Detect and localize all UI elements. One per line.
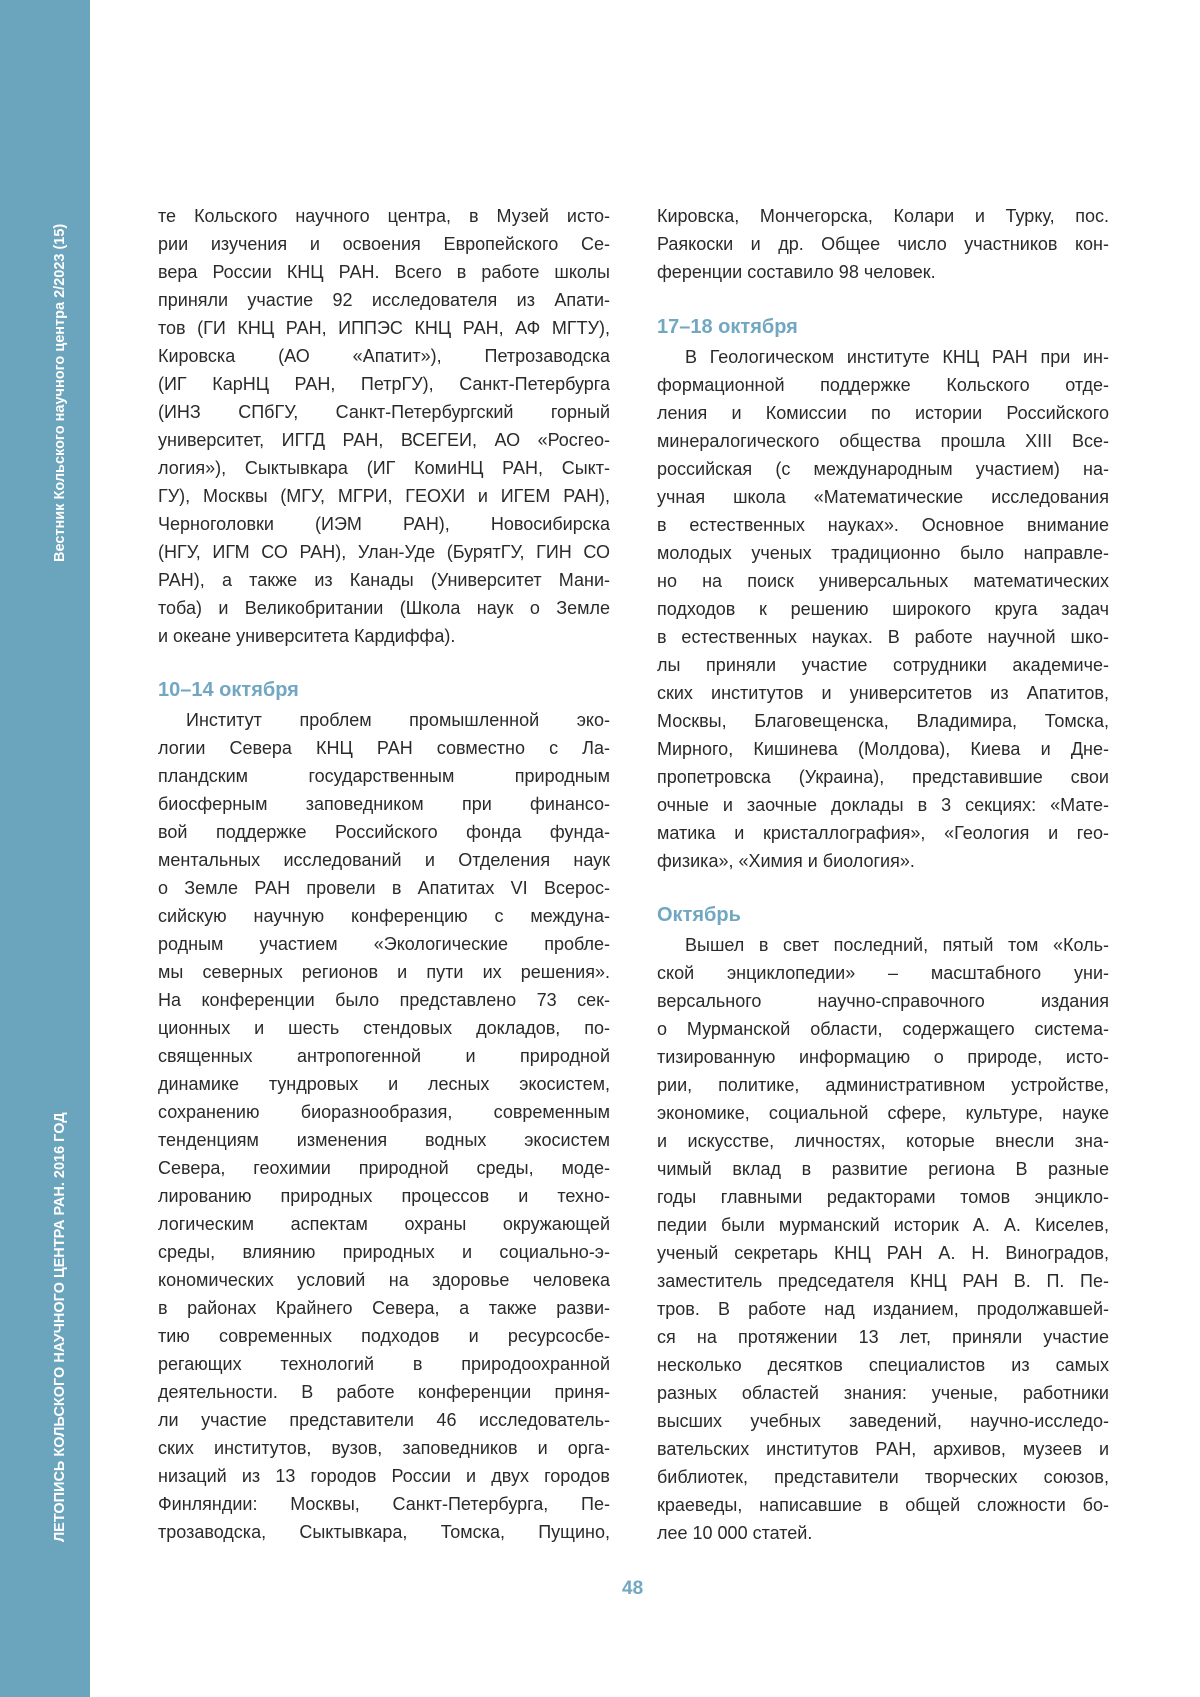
- text-line: ученый секретарь КНЦ РАН А. Н. Виноградов,: [657, 1239, 1109, 1267]
- text-line: формационной поддержке Кольского отде-: [657, 371, 1109, 399]
- text-line: Раякоски и др. Общее число участников кон-: [657, 230, 1109, 258]
- text-line: молодых ученых традиционно было направле-: [657, 539, 1109, 567]
- text-line: ских институтов, вузов, заповедников и орга-: [158, 1434, 610, 1462]
- text-line: сохранению биоразнообразия, современным: [158, 1098, 610, 1126]
- text-line: ментальных исследований и Отделения наук: [158, 846, 610, 874]
- text-line: Севера, геохимии природной среды, моде-: [158, 1154, 610, 1182]
- section-heading: 10–14 октября: [158, 676, 299, 704]
- text-line: очные и заочные доклады в 3 секциях: «Мате-: [657, 791, 1109, 819]
- text-line: подходов к решению широкого круга задач: [657, 595, 1109, 623]
- text-line: Мирного, Кишинева (Молдова), Киева и Дне-: [657, 735, 1109, 763]
- text-line: вой поддержке Российского фонда фунда-: [158, 818, 610, 846]
- text-line: несколько десятков специалистов из самых: [657, 1351, 1109, 1379]
- text-line: в естественных науках. В работе научной шко-: [657, 623, 1109, 651]
- text-line: Институт проблем промышленной эко-: [186, 706, 610, 734]
- text-line: рии изучения и освоения Европейского Се-: [158, 230, 610, 258]
- text-line: минералогического общества прошла XIII Все-: [657, 427, 1109, 455]
- text-line: РАН), а также из Канады (Университет Мани-: [158, 566, 610, 594]
- text-line: высших учебных заведений, научно-исследо-: [657, 1407, 1109, 1435]
- text-line: педии были мурманский историк А. А. Киселев,: [657, 1211, 1109, 1239]
- text-line: Кировска, Мончегорска, Колари и Турку, пос.: [657, 202, 1109, 230]
- text-line: сийскую научную конференцию с междуна-: [158, 902, 610, 930]
- text-line: о Земле РАН провели в Апатитах VI Всерос-: [158, 874, 610, 902]
- text-line: регающих технологий в природоохранной: [158, 1350, 610, 1378]
- text-line: версального научно-справочного издания: [657, 987, 1109, 1015]
- text-line: Москвы, Благовещенска, Владимира, Томска,: [657, 707, 1109, 735]
- text-line: физика», «Химия и биология».: [657, 847, 1109, 875]
- text-line: биосферным заповедником при финансо-: [158, 790, 610, 818]
- text-line: пландским государственным природным: [158, 762, 610, 790]
- text-line: ГУ), Москвы (МГУ, МГРИ, ГЕОХИ и ИГЕМ РАН),: [158, 482, 610, 510]
- text-line: Черноголовки (ИЭМ РАН), Новосибирска: [158, 510, 610, 538]
- text-line: динамике тундровых и лесных экосистем,: [158, 1070, 610, 1098]
- text-line: деятельности. В работе конференции приня-: [158, 1378, 610, 1406]
- text-line: (ИНЗ СПбГУ, Санкт-Петербургский горный: [158, 398, 610, 426]
- text-line: ских институтов и университетов из Апатитов,: [657, 679, 1109, 707]
- text-line: трозаводска, Сыктывкара, Томска, Пущино,: [158, 1518, 610, 1546]
- text-line: пропетровска (Украина), представившие свои: [657, 763, 1109, 791]
- text-line: Вышел в свет последний, пятый том «Коль-: [685, 931, 1109, 959]
- text-line: тенденциям изменения водных экосистем: [158, 1126, 610, 1154]
- text-line: заместитель председателя КНЦ РАН В. П. Пе-: [657, 1267, 1109, 1295]
- text-line: чимый вклад в развитие региона В разные: [657, 1155, 1109, 1183]
- section-title: ЛЕТОПИСЬ КОЛЬСКОГО НАУЧНОГО ЦЕНТРА РАН. 2016 ГОД: [52, 1112, 68, 1542]
- sidebar-band: [0, 0, 90, 1697]
- text-line: кономических условий на здоровье человека: [158, 1266, 610, 1294]
- text-line: ской энциклопедии» – масштабного уни-: [657, 959, 1109, 987]
- text-line: рии, политике, административном устройстве,: [657, 1071, 1109, 1099]
- text-line: (НГУ, ИГМ СО РАН), Улан-Уде (БурятГУ, ГИН СО: [158, 538, 610, 566]
- text-line: российская (с международным участием) на-: [657, 455, 1109, 483]
- text-line: вательских институтов РАН, архивов, музеев и: [657, 1435, 1109, 1463]
- text-line: ся на протяжении 13 лет, приняли участие: [657, 1323, 1109, 1351]
- text-line: годы главными редакторами томов энцикло-: [657, 1183, 1109, 1211]
- text-line: те Кольского научного центра, в Музей исто-: [158, 202, 610, 230]
- text-line: логии Севера КНЦ РАН совместно с Ла-: [158, 734, 610, 762]
- text-line: среды, влиянию природных и социально-э-: [158, 1238, 610, 1266]
- text-line: родным участием «Экологические пробле-: [158, 930, 610, 958]
- text-line: разных областей знания: ученые, работники: [657, 1379, 1109, 1407]
- text-line: и искусстве, личностях, которые внесли зна-: [657, 1127, 1109, 1155]
- text-line: тию современных подходов и ресурсосбе-: [158, 1322, 610, 1350]
- text-line: Финляндии: Москвы, Санкт-Петербурга, Пе-: [158, 1490, 610, 1518]
- section-heading: Октябрь: [657, 901, 741, 929]
- text-line: вера России КНЦ РАН. Всего в работе школы: [158, 258, 610, 286]
- text-line: На конференции было представлено 73 сек-: [158, 986, 610, 1014]
- text-line: в естественных науках». Основное внимание: [657, 511, 1109, 539]
- text-line: библиотек, представители творческих союзов,: [657, 1463, 1109, 1491]
- text-line: лированию природных процессов и техно-: [158, 1182, 610, 1210]
- page-number: 48: [622, 1578, 643, 1600]
- journal-title: Вестник Кольского научного центра 2/2023 (15): [52, 224, 68, 562]
- text-line: университет, ИГГД РАН, ВСЕГЕИ, АО «Росгео-: [158, 426, 610, 454]
- text-line: экономике, социальной сфере, культуре, науке: [657, 1099, 1109, 1127]
- text-line: низаций из 13 городов России и двух городов: [158, 1462, 610, 1490]
- section-heading: 17–18 октября: [657, 313, 798, 341]
- text-line: логия»), Сыктывкара (ИГ КомиНЦ РАН, Сыкт-: [158, 454, 610, 482]
- text-line: тизированную информацию о природе, исто-: [657, 1043, 1109, 1071]
- text-line: лее 10 000 статей.: [657, 1519, 1109, 1547]
- text-line: ференции составило 98 человек.: [657, 258, 1109, 286]
- text-line: Кировска (АО «Апатит»), Петрозаводска: [158, 342, 610, 370]
- text-line: лы приняли участие сотрудники академиче-: [657, 651, 1109, 679]
- text-line: ления и Комиссии по истории Российского: [657, 399, 1109, 427]
- text-line: и океане университета Кардиффа).: [158, 622, 610, 650]
- text-line: краеведы, написавшие в общей сложности бо-: [657, 1491, 1109, 1519]
- text-line: приняли участие 92 исследователя из Апати-: [158, 286, 610, 314]
- text-line: священных антропогенной и природной: [158, 1042, 610, 1070]
- text-line: мы северных регионов и пути их решения».: [158, 958, 610, 986]
- text-line: ционных и шесть стендовых докладов, по-: [158, 1014, 610, 1042]
- text-line: в районах Крайнего Севера, а также разви-: [158, 1294, 610, 1322]
- text-line: матика и кристаллография», «Геология и гео-: [657, 819, 1109, 847]
- text-line: (ИГ КарНЦ РАН, ПетрГУ), Санкт-Петербурга: [158, 370, 610, 398]
- text-line: тов (ГИ КНЦ РАН, ИППЭС КНЦ РАН, АФ МГТУ),: [158, 314, 610, 342]
- text-line: учная школа «Математические исследования: [657, 483, 1109, 511]
- text-line: тоба) и Великобритании (Школа наук о Земле: [158, 594, 610, 622]
- text-line: В Геологическом институте КНЦ РАН при ин-: [685, 343, 1109, 371]
- text-line: ли участие представители 46 исследователь-: [158, 1406, 610, 1434]
- text-line: тров. В работе над изданием, продолжавшей-: [657, 1295, 1109, 1323]
- text-line: о Мурманской области, содержащего система-: [657, 1015, 1109, 1043]
- text-line: но на поиск универсальных математических: [657, 567, 1109, 595]
- text-line: логическим аспектам охраны окружающей: [158, 1210, 610, 1238]
